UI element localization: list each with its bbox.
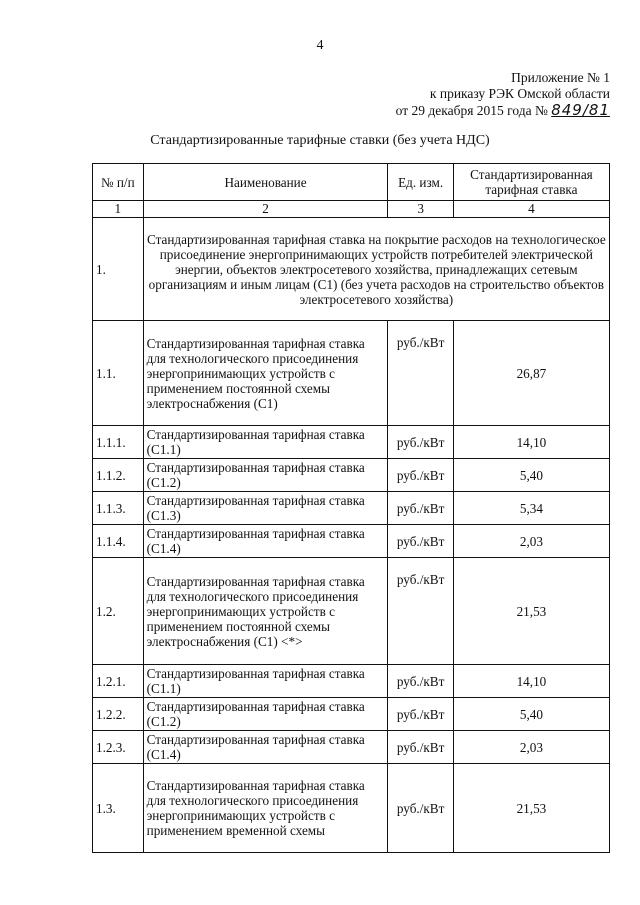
row-value: 14,10 — [453, 665, 609, 698]
row-value: 5,34 — [453, 492, 609, 525]
row-name: Стандартизированная тарифная ставка (С1.3) — [143, 492, 388, 525]
table-row — [93, 426, 610, 459]
column-index-row — [93, 201, 610, 218]
row-unit: руб./кВт — [388, 321, 453, 426]
header-name: Наименование — [143, 164, 388, 201]
table-row — [93, 525, 610, 558]
header-num: № п/п — [93, 164, 144, 201]
row-unit: руб./кВт — [388, 426, 453, 459]
section-row — [93, 218, 610, 321]
row-name: Стандартизированная тарифная ставка (С1.4) — [143, 525, 388, 558]
row-name: Стандартизированная тарифная ставка для технологического присоединения энергопринимающих устройств с применением временной схемы — [143, 764, 388, 853]
row-value: 26,87 — [453, 321, 609, 426]
row-value: 21,53 — [453, 558, 609, 665]
table-row — [93, 492, 610, 525]
annex-order-reference: к приказу РЭК Омской области — [429, 86, 610, 101]
row-number: 1.3. — [93, 764, 144, 853]
column-index: 2 — [143, 201, 388, 218]
column-index: 4 — [453, 201, 609, 218]
row-number: 1.2.2. — [93, 698, 144, 731]
row-value: 5,40 — [453, 459, 609, 492]
row-value: 14,10 — [453, 426, 609, 459]
header-value: Стандартизированная тарифная ставка — [453, 164, 609, 201]
table-row — [93, 459, 610, 492]
table-row — [93, 665, 610, 698]
table-header-row — [93, 164, 610, 201]
row-unit: руб./кВт — [388, 525, 453, 558]
annex-order-date — [396, 102, 610, 119]
row-number: 1.2. — [93, 558, 144, 665]
row-value: 5,40 — [453, 698, 609, 731]
row-unit: руб./кВт — [388, 665, 453, 698]
row-name: Стандартизированная тарифная ставка для технологического присоединения энергопринимающих устройств с применением постоянной схемы электроснабжения (С1) — [143, 321, 388, 426]
column-index: 1 — [93, 201, 144, 218]
tariff-table — [92, 163, 610, 853]
header-unit: Ед. изм. — [388, 164, 453, 201]
row-number: 1.1.3. — [93, 492, 144, 525]
row-unit: руб./кВт — [388, 698, 453, 731]
row-name: Стандартизированная тарифная ставка (С1.4) — [143, 731, 388, 764]
table-row — [93, 558, 610, 665]
row-number: 1.1. — [93, 321, 144, 426]
column-index: 3 — [388, 201, 453, 218]
row-number: 1.1.1. — [93, 426, 144, 459]
section-description: Стандартизированная тарифная ставка на покрытие расходов на технологическое присоединение энергопринимающих устройств потребителей электрической энергии, объектов электросетевого хозяйства, принадлежащих сетевым организациям и иным лицам (С1) (без учета расходов на строительство объектов электросетевого хозяйства) — [143, 218, 609, 321]
row-name: Стандартизированная тарифная ставка для технологического присоединения энергопринимающих устройств с применением постоянной схемы электроснабжения (С1) <*> — [143, 558, 388, 665]
table-row — [93, 321, 610, 426]
document-title: Стандартизированные тарифные ставки (без учета НДС) — [150, 133, 490, 148]
table-row — [93, 731, 610, 764]
handwritten-order-number: 849/81 — [551, 101, 610, 119]
row-unit: руб./кВт — [388, 459, 453, 492]
row-name: Стандартизированная тарифная ставка (С1.1) — [143, 665, 388, 698]
row-number: 1.2.1. — [93, 665, 144, 698]
table-row — [93, 698, 610, 731]
annex-header — [396, 70, 610, 119]
annex-date-text: от 29 декабря 2015 года № — [395, 103, 548, 118]
row-number: 1. — [93, 218, 144, 321]
row-number: 1.1.2. — [93, 459, 144, 492]
row-name: Стандартизированная тарифная ставка (С1.2) — [143, 698, 388, 731]
row-name: Стандартизированная тарифная ставка (С1.2) — [143, 459, 388, 492]
table-row — [93, 764, 610, 853]
row-value: 2,03 — [453, 525, 609, 558]
row-number: 1.1.4. — [93, 525, 144, 558]
row-value: 21,53 — [453, 764, 609, 853]
annex-title: Приложение № 1 — [511, 70, 610, 85]
row-unit: руб./кВт — [388, 731, 453, 764]
row-unit: руб./кВт — [388, 492, 453, 525]
row-number: 1.2.3. — [93, 731, 144, 764]
row-name: Стандартизированная тарифная ставка (С1.1) — [143, 426, 388, 459]
row-value: 2,03 — [453, 731, 609, 764]
row-unit: руб./кВт — [388, 558, 453, 665]
row-unit: руб./кВт — [388, 764, 453, 853]
page-number: 4 — [316, 38, 324, 53]
